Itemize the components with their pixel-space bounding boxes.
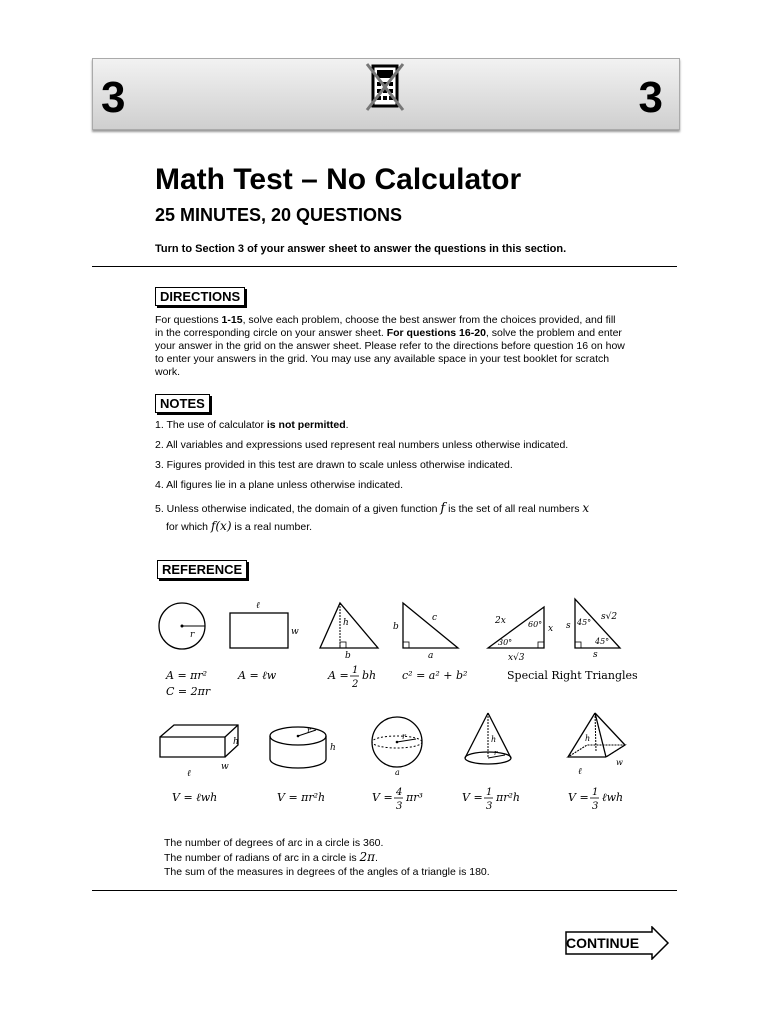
right-triangle-figure [393, 603, 458, 661]
label-c: c [432, 613, 438, 623]
formula-pyramid-volume: V = [568, 791, 589, 804]
svg-text:ℓ: ℓ [578, 767, 582, 777]
reference-facts [164, 836, 490, 879]
triangle-30-60-90 [488, 607, 553, 663]
svg-text:w: w [221, 762, 229, 772]
svg-text:45°: 45° [577, 618, 592, 627]
formula-cone-volume: V = [462, 791, 483, 804]
continue-label: CONTINUE [566, 935, 640, 951]
label-b: b [345, 651, 351, 661]
svg-text:3: 3 [486, 801, 493, 812]
note-4: 4. All figures lie in a plane unless otherwise indicated. [155, 479, 404, 491]
note-2: 2. All variables and expressions used represent real numbers unless otherwise indicated. [155, 439, 569, 451]
formula-box-volume: V = ℓwh [172, 791, 218, 804]
svg-text:w: w [616, 758, 623, 767]
note-5: 5. Unless otherwise indicated, the domain of a given function f is the set of all real numbers x [155, 501, 590, 516]
svg-text:s: s [593, 650, 598, 660]
note-3: 3. Figures provided in this test are drawn to scale unless otherwise indicated. [155, 459, 513, 471]
svg-text:30°: 30° [498, 638, 513, 647]
svg-text:2: 2 [352, 679, 359, 690]
svg-text:1: 1 [592, 787, 599, 798]
svg-text:bh: bh [362, 669, 377, 682]
page-subtitle: 25 MINUTES, 20 QUESTIONS [155, 205, 403, 225]
svg-text:a: a [395, 768, 400, 777]
svg-text:πr²h: πr²h [496, 791, 520, 804]
directions-label: DIRECTIONS [155, 287, 245, 306]
fact-radians: The number of radians of arc in a circle is 2π. [164, 850, 378, 864]
label-w: w [291, 627, 299, 637]
svg-text:45°: 45° [595, 637, 610, 646]
directions-text: For questions 1-15, solve each problem, choose the best answer from the choices provided, and fill in the corresponding circle on your answer sheet. For questions 16-20, solve the problem and enter your answer in the grid on the answer sheet. Please refer to the directions before question 16 on how to enter your answers in the grid. You may use any available space in your test booklet for scratch work. [155, 314, 625, 378]
svg-text:2x: 2x [495, 616, 506, 626]
cone-figure [465, 713, 511, 764]
fact-degrees: The number of degrees of arc in a circle is 360. [164, 837, 384, 849]
svg-text:ℓ: ℓ [187, 769, 191, 779]
svg-text:1: 1 [352, 665, 359, 676]
label-h: h [343, 618, 349, 628]
special-right-triangles-label: Special Right Triangles [507, 669, 638, 682]
notes-label: NOTES [155, 394, 210, 413]
svg-text:x√3: x√3 [508, 653, 525, 663]
svg-text:h: h [233, 737, 239, 747]
box-figure [160, 725, 239, 779]
section-number-right: 3 [638, 73, 663, 122]
divider-bottom [92, 890, 677, 891]
fact-triangle-sum: The sum of the measures in degrees of the angles of a triangle is 180. [164, 866, 490, 878]
reference-label: REFERENCE [157, 560, 247, 579]
no-calculator-icon [365, 62, 405, 112]
formula-tri-area: A = [328, 669, 349, 682]
formula-rect-area: A = ℓw [238, 669, 277, 682]
label-r: r [190, 630, 195, 640]
svg-text:r: r [307, 726, 311, 735]
sphere-figure [372, 717, 422, 777]
svg-text:ℓwh: ℓwh [602, 791, 624, 804]
section-number-left: 3 [101, 73, 126, 122]
page-title: Math Test – No Calculator [155, 163, 522, 196]
svg-text:1: 1 [486, 787, 493, 798]
triangle-45-45-90 [566, 599, 620, 660]
svg-text:x: x [548, 624, 554, 634]
svg-text:h: h [491, 735, 497, 744]
continue-arrow [562, 926, 672, 960]
note-5-continued: for which f(x) is a real number. [166, 519, 313, 533]
note-1: 1. The use of calculator is not permitted. [155, 419, 349, 431]
formula-circle-area: A = πr² [166, 669, 208, 682]
formula-cylinder-volume: V = πr²h [277, 791, 326, 804]
svg-text:3: 3 [592, 801, 599, 812]
svg-text:s√2: s√2 [601, 612, 618, 622]
svg-text:h: h [330, 743, 336, 753]
cylinder-figure [270, 726, 336, 768]
svg-text:πr³: πr³ [406, 791, 423, 804]
formula-sphere-volume: V = [372, 791, 393, 804]
instructions-line: Turn to Section 3 of your answer sheet to answer the questions in this section. [155, 243, 567, 255]
label-a: a [428, 651, 434, 661]
reference-figures [150, 595, 650, 830]
divider-top [92, 266, 677, 267]
svg-text:60°: 60° [528, 620, 543, 629]
formula-circumference: C = 2πr [166, 685, 211, 698]
formula-pythagorean: c² = a² + b² [402, 669, 468, 682]
section-header [92, 58, 680, 130]
svg-text:3: 3 [396, 801, 403, 812]
svg-text:b: b [393, 622, 399, 632]
svg-text:s: s [566, 621, 571, 631]
circle-figure [159, 603, 205, 649]
rectangle-figure [230, 601, 299, 648]
svg-text:r: r [494, 749, 498, 757]
label-l: ℓ [256, 601, 260, 611]
svg-text:4: 4 [396, 787, 403, 798]
pyramid-figure [568, 713, 625, 777]
svg-text:r: r [402, 732, 406, 741]
svg-text:h: h [585, 734, 591, 743]
triangle-figure [320, 603, 378, 661]
